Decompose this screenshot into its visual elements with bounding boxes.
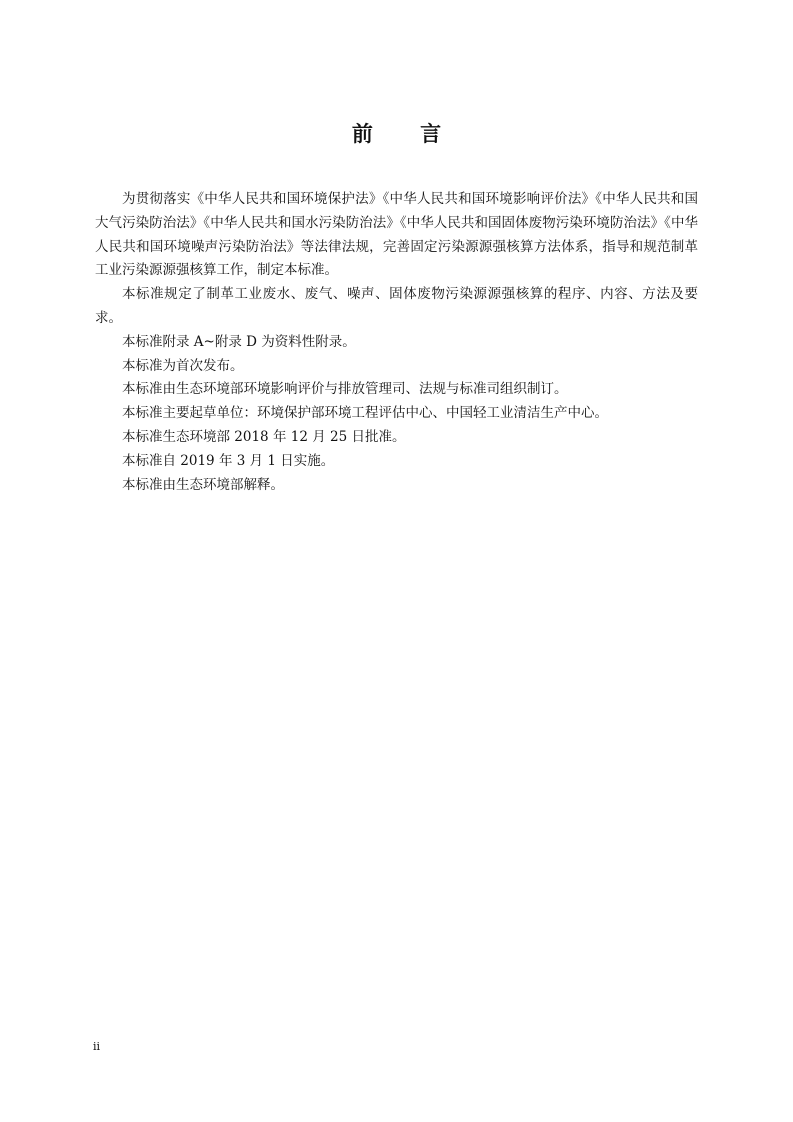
paragraph-interpretation: 本标准由生态环境部解释。 [122, 476, 284, 493]
paragraph-first-release: 本标准为首次发布。 [122, 357, 244, 374]
paragraph-appendix: 本标准附录 A~附录 D 为资料性附录。 [122, 333, 356, 350]
page-title: 前 言 [351, 122, 462, 146]
paragraph-effective-date: 本标准自 2019 年 3 月 1 日实施。 [122, 452, 335, 469]
paragraph-drafting-units: 本标准主要起草单位：环境保护部环境工程评估中心、中国轻工业清洁生产中心。 [122, 405, 608, 422]
paragraph-organizer: 本标准由生态环境部环境影响评价与排放管理司、法规与标准司组织制订。 [122, 381, 568, 398]
foreword-body [95, 188, 698, 497]
paragraph-scope: 本标准规定了制革工业废水、废气、噪声、固体废物污染源源强核算的程序、内容、方法及要求。 [95, 286, 698, 326]
paragraph-purpose: 为贯彻落实《中华人民共和国环境保护法》《中华人民共和国环境影响评价法》《中华人民共和国大气污染防治法》《中华人民共和国水污染防治法》《中华人民共和国固体废物污染环境防治法》《中华人民共和国环境噪声污染防治法》等法律法规，完善固定污染源源强核算方法体系，指导和规范制革工业污染源源强核算工作，制定本标准。 [95, 191, 698, 279]
paragraph-approval: 本标准生态环境部 2018 年 12 月 25 日批准。 [122, 428, 406, 445]
page-number: ii [93, 1040, 101, 1053]
